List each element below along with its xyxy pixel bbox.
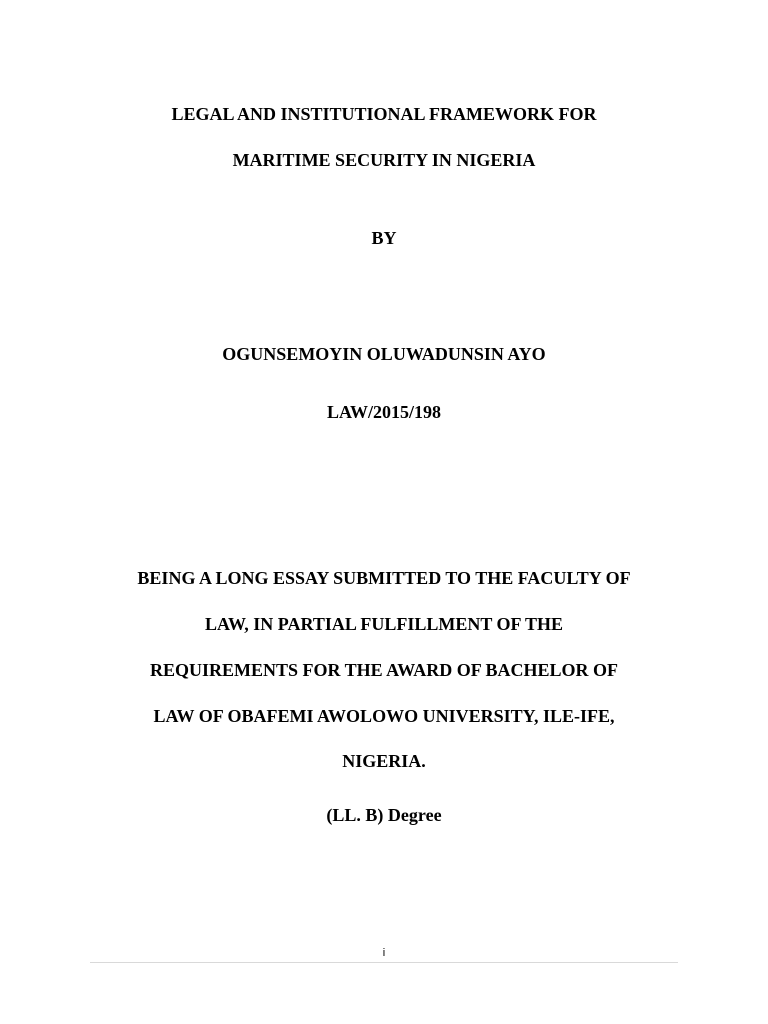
by-label: BY — [371, 228, 397, 248]
submission-line-1: BEING A LONG ESSAY SUBMITTED TO THE FACULTY OF — [137, 568, 631, 588]
submission-line-2: LAW, IN PARTIAL FULFILLMENT OF THE — [204, 614, 564, 634]
submission-line-5: NIGERIA. — [342, 751, 426, 771]
degree-label: (LL. B) Degree — [326, 805, 442, 825]
title-line-1: LEGAL AND INSTITUTIONAL FRAMEWORK FOR — [171, 104, 597, 124]
matric-number: LAW/2015/198 — [326, 402, 441, 422]
submission-line-4: LAW OF OBAFEMI AWOLOWO UNIVERSITY, ILE-IFE, — [153, 706, 615, 726]
author-name: OGUNSEMOYIN OLUWADUNSIN AYO — [222, 344, 546, 364]
title-line-2: MARITIME SECURITY IN NIGERIA — [232, 150, 536, 170]
page-number: i — [382, 947, 386, 959]
footer-divider — [90, 962, 678, 963]
submission-line-3: REQUIREMENTS FOR THE AWARD OF BACHELOR OF — [149, 660, 619, 680]
